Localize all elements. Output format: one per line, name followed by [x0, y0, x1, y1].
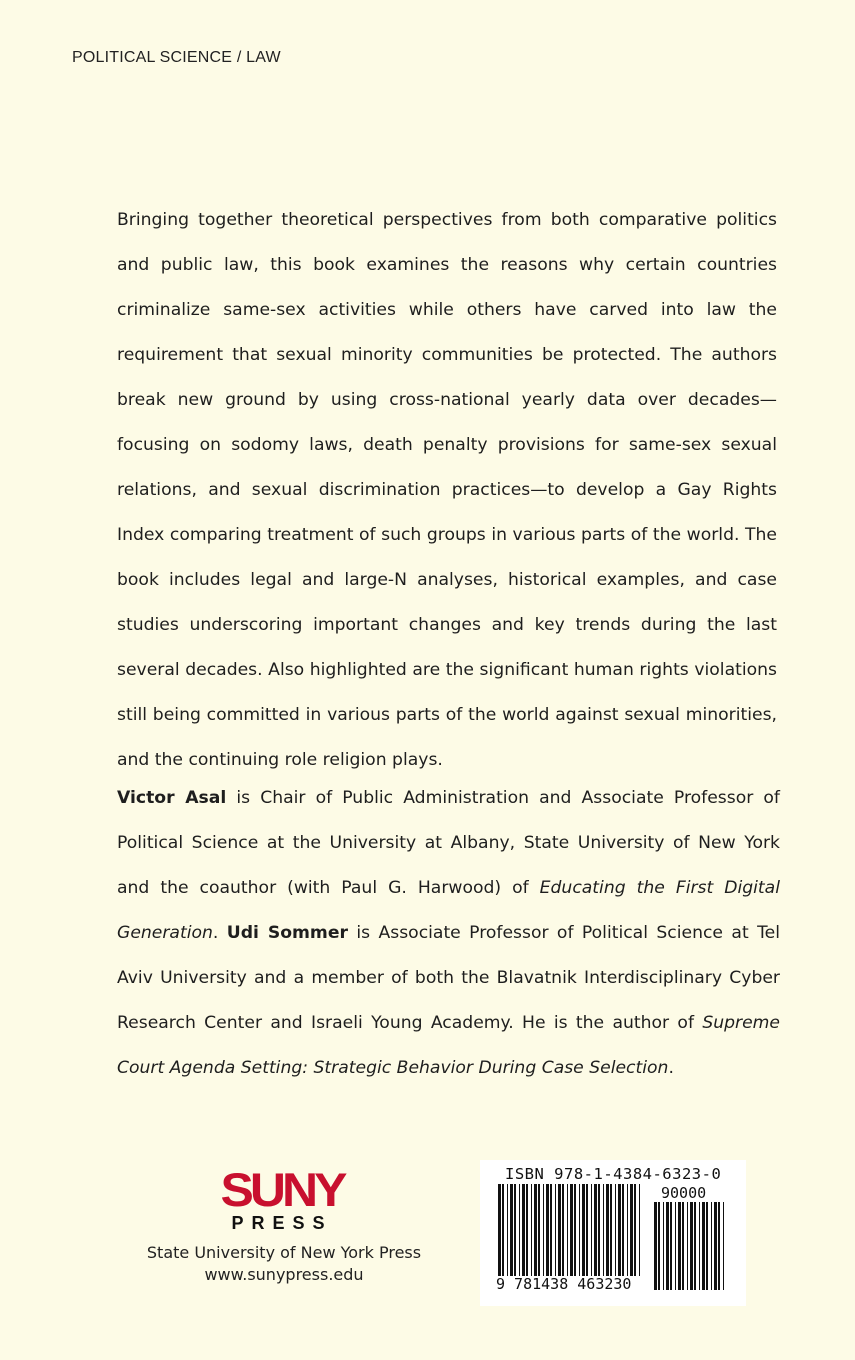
author1-bio-end: . [212, 923, 219, 943]
publisher-name: State University of New York Press [146, 1243, 422, 1262]
ean-digits: 9 781438 463230 [496, 1275, 632, 1293]
category-label: POLITICAL SCIENCE / LAW [72, 49, 281, 66]
author2-bio-end: . [668, 1058, 674, 1078]
book-description: Bringing together theoretical perspectives from both comparative politics and public law, this book examines the reasons why certain countries criminalize same-sex activities while others have carved into law the requirement that sexual minority communities be protected. The authors break new ground by using cross-national yearly data over decades—focusing on sodomy laws, death penalty provisions for same-sex sexual relations, and sexual discrimination practices—to develop a Gay Rights Index comparing treatment of such groups in various parts of the world. The book includes legal and large-N analyses, historical examples, and case studies underscoring important changes and key trends during the last several decades. Also highlighted are the significant human rights violations still being committed in various parts of the world against sexual minorities, and the continuing role religion plays. [117, 210, 777, 770]
isbn-number: ISBN 978-1-4384-6323-0 [505, 1165, 722, 1183]
suny-press-logo [207, 1165, 357, 1235]
author2-bio: is Associate Professor of Political Science at Tel Aviv University and a member of both the Blavatnik Interdisciplinary Cyber Research Center and Israeli Young Academy. He is the author of [117, 923, 780, 1033]
author2-name: Udi Sommer [226, 923, 348, 943]
author1-name: Victor Asal [117, 788, 227, 808]
publisher-url: www.sunypress.edu [204, 1265, 364, 1284]
logo-word: SUNY [220, 1163, 344, 1217]
logo-sub: PRESS [231, 1213, 333, 1233]
author2-book-title: Supreme Court Agenda Setting: Strategic Behavior During Case Selection [117, 1013, 780, 1078]
price-addon: 90000 [661, 1184, 707, 1202]
author-bios [117, 776, 780, 1091]
author1-bio: is Chair of Public Administration and Associate Professor of Political Science at the University at Albany, State University of New York and the coauthor (with Paul G. Harwood) of [117, 788, 780, 898]
author1-book-title: Educating the First Digital Generation [117, 878, 780, 943]
